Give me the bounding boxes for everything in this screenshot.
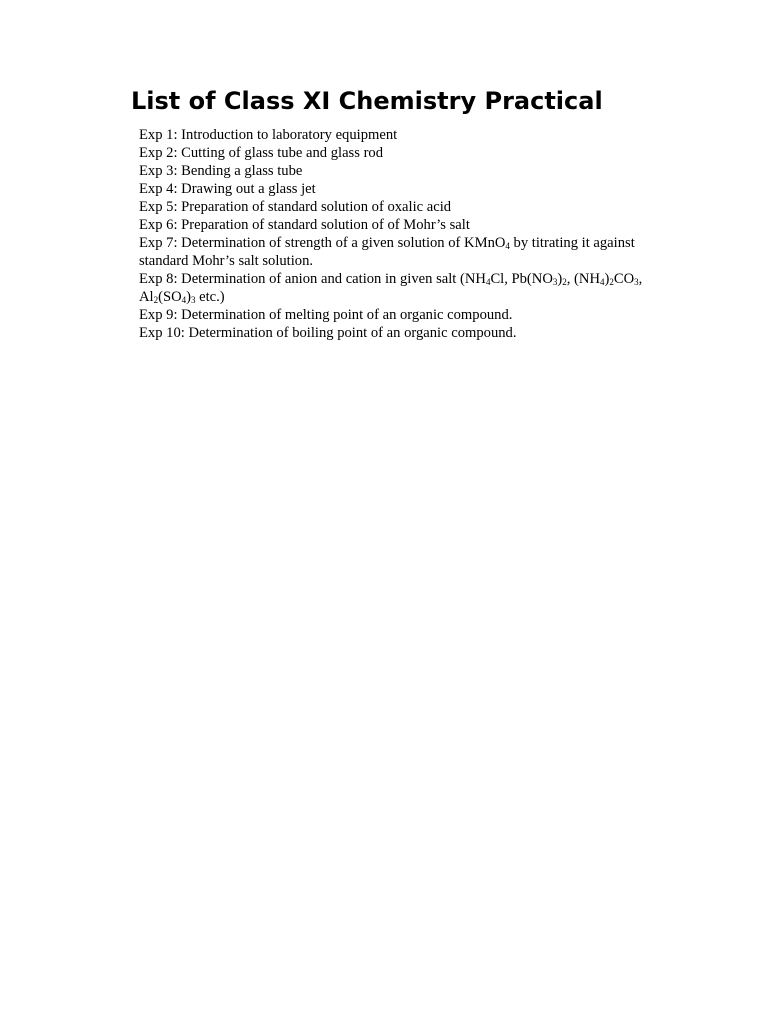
page-title: List of Class XI Chemistry Practical <box>131 87 603 115</box>
subscript: 4 <box>485 277 491 287</box>
subscript: 2 <box>609 277 614 287</box>
experiment-text: Exp 9: Determination of melting point of an organic compound. <box>139 307 513 323</box>
subscript: 3 <box>190 295 196 305</box>
experiment-item <box>139 234 687 270</box>
subscript: 4 <box>505 241 510 251</box>
experiment-item <box>139 324 687 342</box>
experiment-text: , Al <box>139 271 643 305</box>
experiment-item <box>139 198 687 216</box>
experiment-item <box>139 180 687 198</box>
experiment-text: Exp 7: Determination of strength of a given solution of KMnO <box>139 235 506 251</box>
experiment-text: CO <box>613 271 635 287</box>
experiment-text: ) <box>604 271 610 287</box>
subscript: 3 <box>552 277 558 287</box>
experiment-text: Cl, Pb(NO <box>490 271 553 287</box>
experiment-text: Exp 3: Bending a glass tube <box>139 163 303 179</box>
experiment-text: Exp 4: Drawing out a glass jet <box>139 181 316 197</box>
experiment-text: Exp 2: Cutting of glass tube and glass rod <box>139 145 384 161</box>
experiment-text: Exp 1: Introduction to laboratory equipment <box>139 127 398 143</box>
subscript: 4 <box>600 277 605 287</box>
experiment-text: etc.) <box>195 289 225 305</box>
experiment-text: Exp 8: Determination of anion and cation in given salt (NH <box>139 271 486 287</box>
experiment-item <box>139 306 687 324</box>
subscript: 3 <box>634 277 639 287</box>
experiment-item <box>139 270 687 306</box>
experiment-item <box>139 144 687 162</box>
experiment-text: (SO <box>158 289 182 305</box>
experiment-item <box>139 126 687 144</box>
experiment-text: Exp 6: Preparation of standard solution of of Mohr’s salt <box>139 217 470 233</box>
experiment-text: Exp 10: Determination of boiling point of an organic compound. <box>139 325 517 341</box>
experiment-item <box>139 162 687 180</box>
experiment-list <box>139 126 687 342</box>
experiment-text: by titrating it against standard Mohr’s salt solution. <box>139 235 635 269</box>
subscript: 2 <box>153 295 159 305</box>
subscript: 2 <box>562 277 567 287</box>
experiment-text: Exp 5: Preparation of standard solution of oxalic acid <box>139 199 452 215</box>
experiment-item <box>139 216 687 234</box>
subscript: 4 <box>181 295 187 305</box>
experiment-text: ) <box>557 271 563 287</box>
experiment-text: ) <box>186 289 191 305</box>
experiment-text: , (NH <box>566 271 600 287</box>
